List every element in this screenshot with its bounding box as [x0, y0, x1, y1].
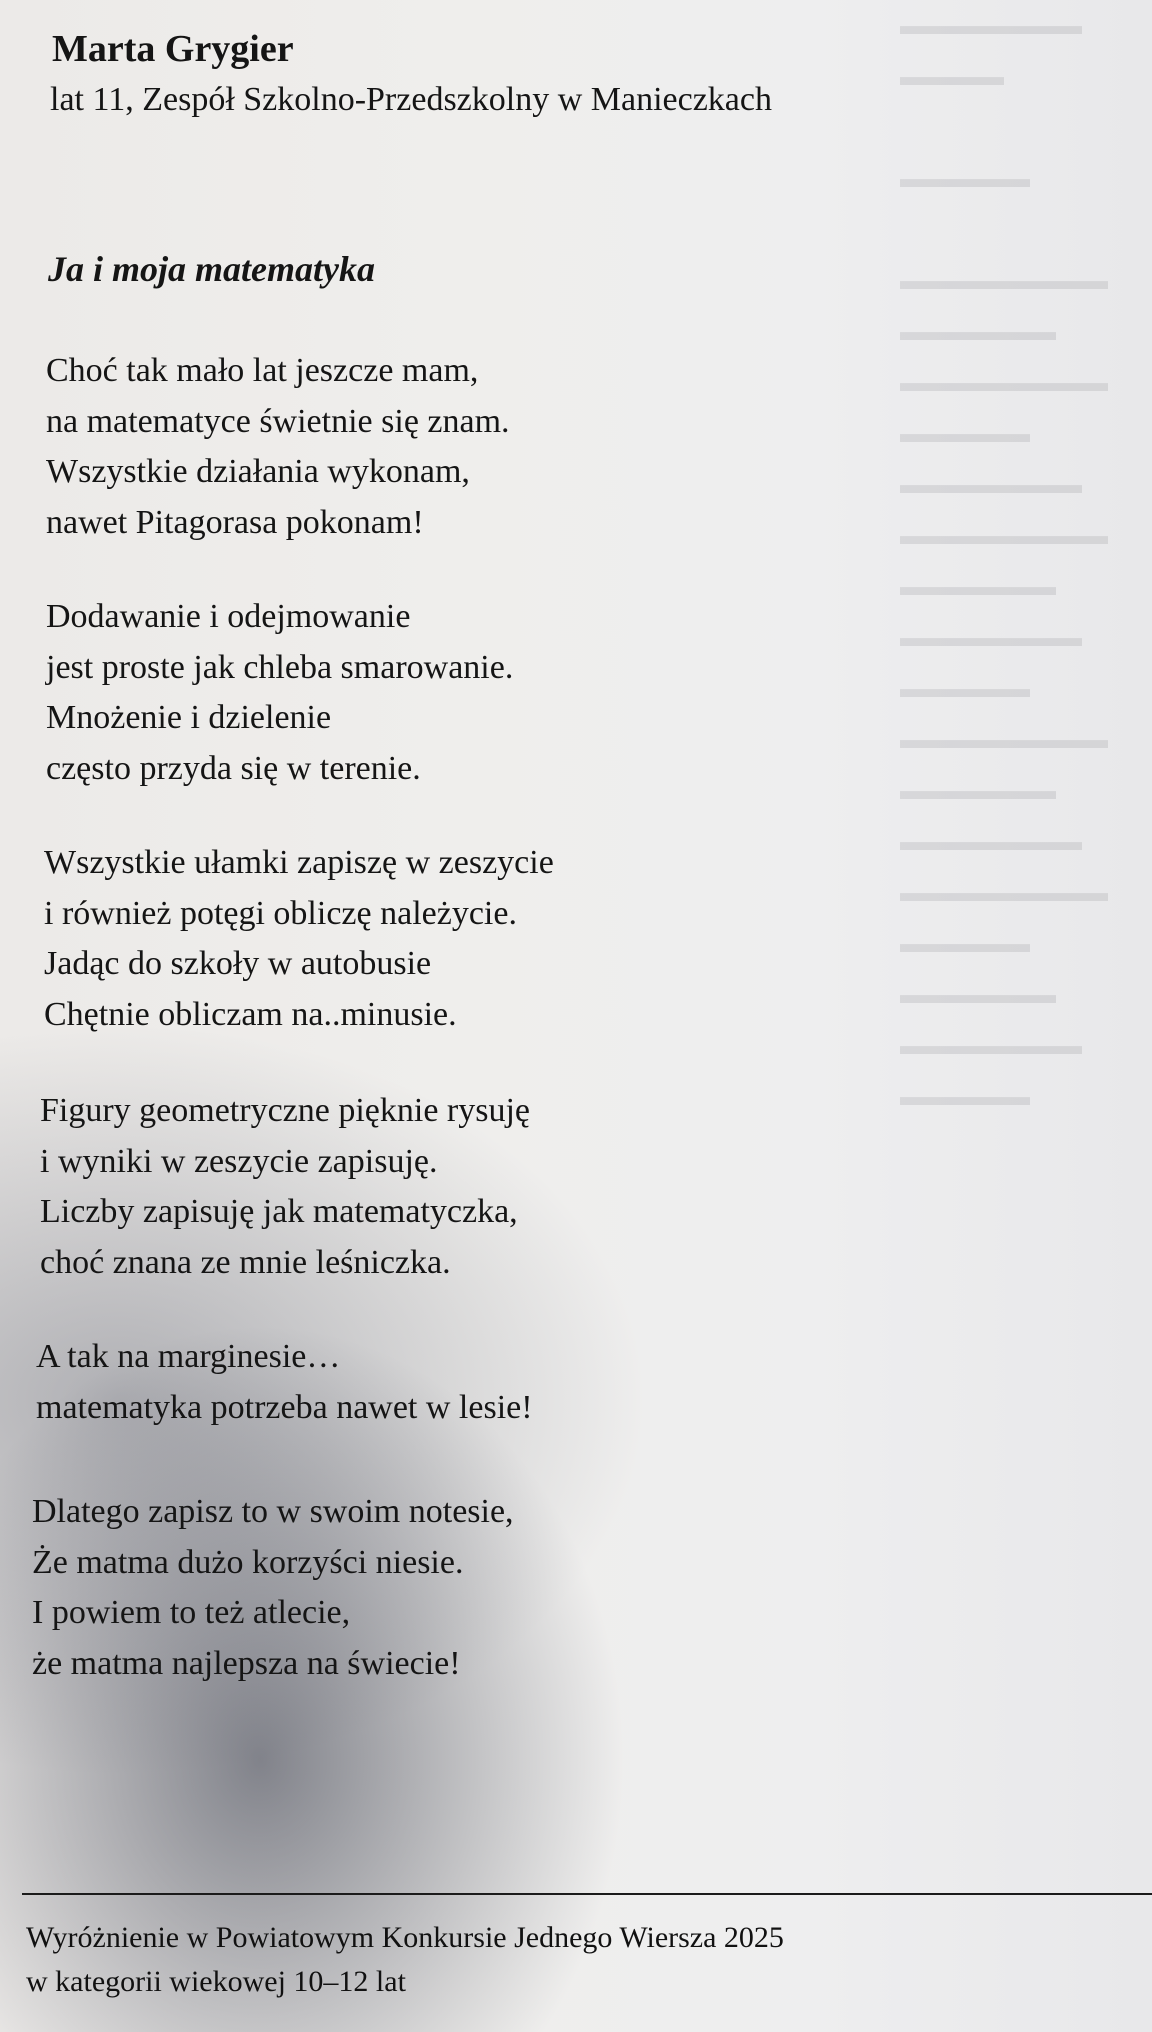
poem-line: Wszystkie ułamki zapiszę w zeszycie — [44, 844, 554, 881]
poem-line: Liczby zapisuję jak matematyczka, — [40, 1193, 518, 1230]
poem-line: choć znana ze mnie leśniczka. — [40, 1243, 451, 1281]
poem-line: Dlatego zapisz to w swoim notesie, — [32, 1493, 514, 1530]
stanza-6 — [32, 1487, 514, 1689]
poem-line: Chętnie obliczam na..minusie. — [44, 995, 457, 1033]
stanza-2 — [46, 592, 513, 794]
show-through-text: ▬▬▬▬▬▬▬ ▬▬▬▬ ▬▬▬▬▬ ▬▬▬▬▬▬▬▬ ▬▬▬▬▬▬ ▬▬▬▬▬▬▬▬ ▬▬▬▬▬ ▬▬▬▬▬▬▬ ▬▬▬▬▬▬▬▬ ▬▬▬▬▬▬ ▬▬▬▬▬▬▬ ▬▬▬▬▬ ▬▬▬▬▬▬▬▬ ▬▬▬▬▬▬ ▬▬▬▬▬▬▬ ▬▬▬▬▬▬▬▬ ▬▬▬▬▬ ▬▬▬▬▬▬ ▬▬▬▬▬▬▬ ▬▬▬▬▬ — [900, 11, 1108, 1111]
author-name: Marta Grygier — [52, 28, 294, 70]
poem-title: Ja i moja matematyka — [48, 249, 375, 289]
poem-line: na matematyce świetnie się znam. — [46, 402, 510, 440]
stanza-1 — [46, 346, 510, 548]
poem-line: Dodawanie i odejmowanie — [46, 598, 411, 635]
poem-line: matematyka potrzeba nawet w lesie! — [36, 1388, 533, 1426]
poem-line: Mnożenie i dzielenie — [46, 699, 332, 736]
poem-line: i wyniki w zeszycie zapisuję. — [40, 1142, 438, 1180]
poem-line: I powiem to też atlecie, — [32, 1594, 351, 1631]
award-category: w kategorii wiekowej 10–12 lat — [26, 1965, 406, 1998]
poem-line: Figury geometryczne pięknie rysuję — [40, 1092, 531, 1129]
award-note — [26, 1916, 784, 2004]
poem-line: Wszystkie działania wykonam, — [46, 453, 470, 490]
poem-line: nawet Pitagorasa pokonam! — [46, 503, 424, 541]
poem-line: i również potęgi obliczę należycie. — [44, 894, 517, 932]
footer-divider — [22, 1893, 1152, 1895]
award-line: Wyróżnienie w Powiatowym Konkursie Jednego Wiersza 2025 — [26, 1921, 784, 1954]
stanza-4 — [40, 1086, 530, 1288]
author-school: lat 11, Zespół Szkolno-Przedszkolny w Manieczkach — [50, 81, 772, 118]
stanza-5 — [36, 1332, 533, 1433]
poem-line: Choć tak mało lat jeszcze mam, — [46, 352, 479, 389]
poem-line: Jadąc do szkoły w autobusie — [44, 945, 432, 982]
poem-line: często przyda się w terenie. — [46, 749, 421, 787]
stanza-3 — [44, 838, 554, 1040]
poem-line: Że matma dużo korzyści niesie. — [32, 1543, 464, 1581]
poem-line: jest proste jak chleba smarowanie. — [46, 648, 514, 686]
poem-line: A tak na marginesie… — [36, 1338, 341, 1375]
poem-line: że matma najlepsza na świecie! — [32, 1644, 461, 1682]
